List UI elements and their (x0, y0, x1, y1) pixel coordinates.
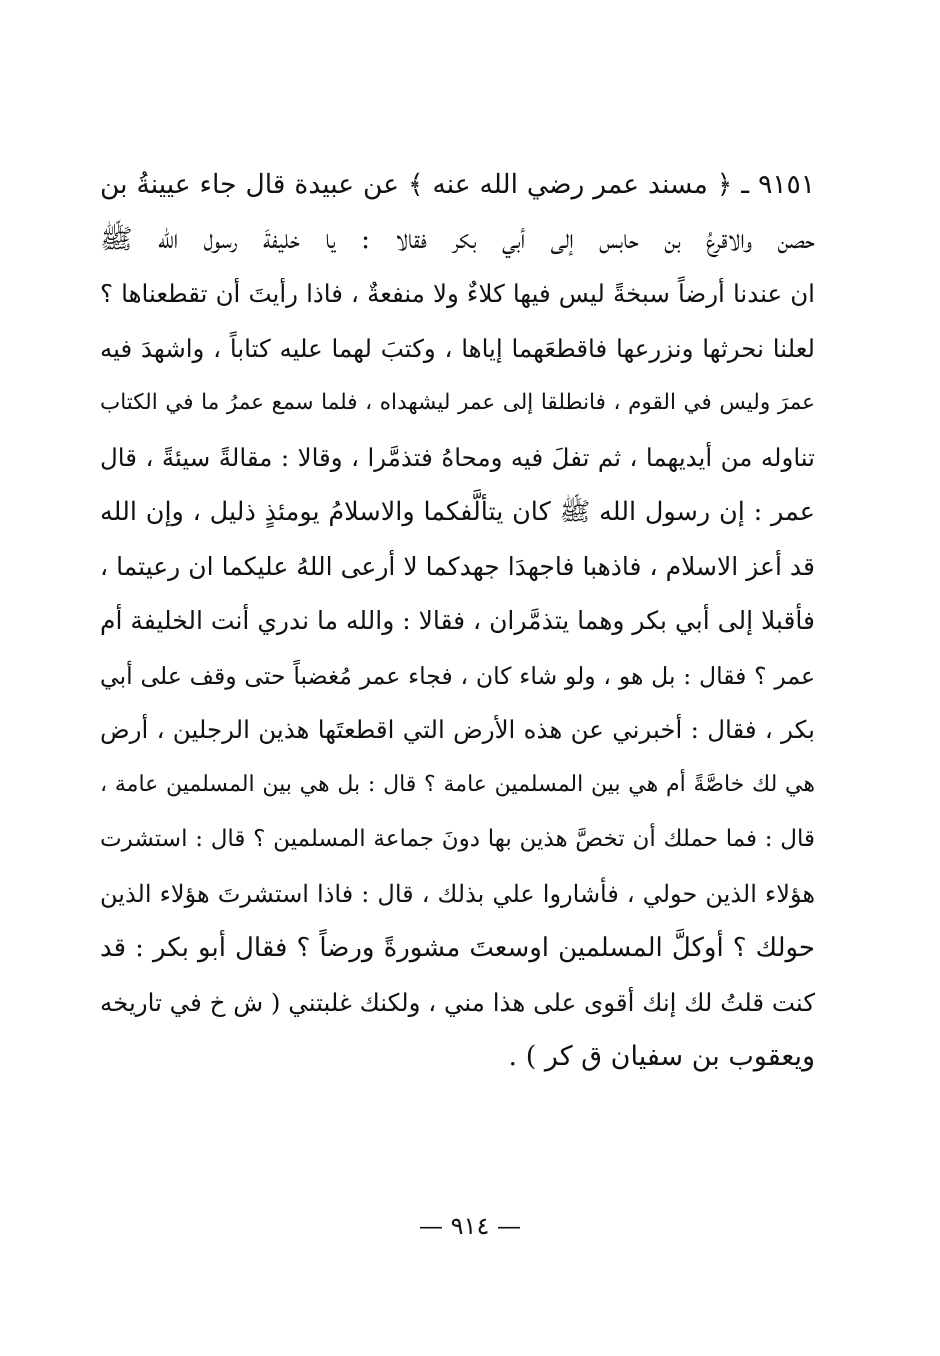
text-line-3: ان عندنا أرضاً سبخةً ليس فيها كلاءٌ ولا منفعةٌ ، فاذا رأيتَ أن تقطعناها ؟ (100, 279, 815, 308)
text-line-9: فأقبلا إلى أبي بكر وهما يتذمَّران ، فقالا : والله ما ندري أنت الخليفة أم (100, 606, 815, 635)
text-line-14: هؤلاء الذين حولي ، فأشاروا علي بذلك ، قال : فاذا استشرتَ هؤلاء الذين (100, 879, 815, 908)
body-text (100, 158, 815, 1085)
text-line-16: كنت قلتُ لك إنك أقوى على هذا مني ، ولكنك غلبتني ( ش خ في تاريخه (100, 987, 815, 1017)
text-line-15: حولك ؟ أوكلَّ المسلمين اوسعتَ مشورةً ورضاً ؟ فقال أبو بكر : قد (100, 933, 815, 963)
text-line-12: هي لك خاصَّةً أم هي بين المسلمين عامة ؟ قال : بل هي بين المسلمين عامة ، (100, 771, 815, 797)
text-line-10: عمر ؟ فقال : بل هو ، ولو شاء كان ، فجاء عمر مُغضباً حتى وقف على أبي (100, 661, 815, 690)
text-line-17: ويعقوب بن سفيان ق كر ) . (508, 1041, 815, 1072)
text-line-11: بكر ، فقال : أخبرني عن هذه الأرض التي اقطعتَها هذين الرجلين ، أرض (100, 715, 815, 744)
text-line-13: قال : فما حملك أن تخصَّ هذين بها دونَ جماعة المسلمين ؟ قال : استشرت (100, 826, 815, 852)
text-line-6: تناوله من أيديهما ، ثم تفلَ فيه ومحاهُ فتذمَّرا ، وقالا : مقالةً سيئةً ، قال (100, 442, 815, 472)
text-line-1: ٩١٥١ ـ ﴿ مسند عمر رضي الله عنه ﴾ عن عبيدة قال جاء عيينةُ بن (100, 169, 815, 200)
page-number: — ٩١٤ — (419, 1212, 521, 1240)
text-line-2: حصن والاقرعُ بن حابس إلى أبي بكر فقالا : يا خليفةَ رسول الله ﷺ (100, 223, 815, 255)
text-line-8: قد أعز الاسلام ، فاذهبا فاجهدَا جهدكما لا أرعى اللهُ عليكما ان رعيتما ، (100, 551, 815, 581)
text-line-4: لعلنا نحرثها ونزرعها فاقطعَهما إياها ، وكتبَ لهما عليه كتاباً ، واشهدَ فيه (100, 333, 815, 363)
text-line-7: عمر : إن رسول الله ﷺ كان يتألَّفكما والاسلامُ يومئذٍ ذليل ، وإن الله (100, 497, 815, 527)
text-line-5: عمرَ وليس في القوم ، فانطلقا إلى عمر ليشهداه ، فلما سمع عمرُ ما في الكتاب (100, 390, 815, 415)
